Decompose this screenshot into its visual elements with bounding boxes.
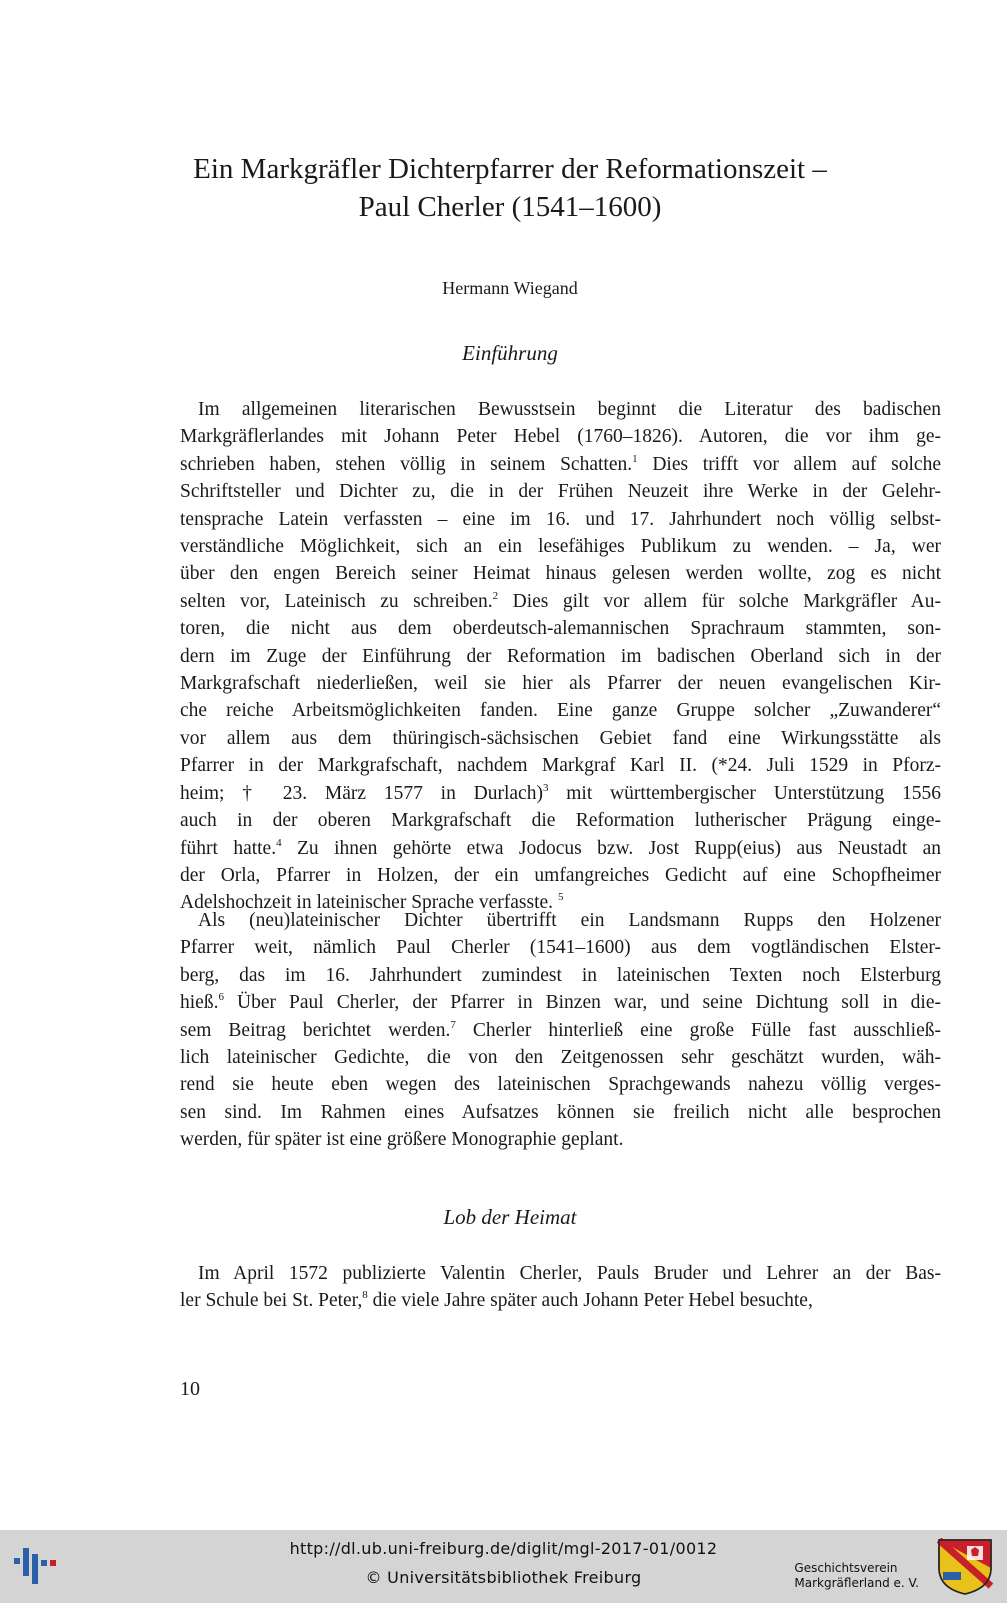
title-line: Paul Cherler (1541–1600): [358, 191, 662, 223]
title-line: Ein Markgräfler Dichterpfarrer der Reformationszeit –: [193, 153, 827, 185]
footnote-marker: 5: [557, 891, 564, 904]
copyright-text: © Universitätsbibliothek Freiburg: [365, 1568, 642, 1587]
text-line: dern im Zuge der Einführung der Reformation im badischen Oberland sich in der: [180, 645, 941, 667]
paragraph: [180, 1260, 941, 1315]
text-line: vor allem aus dem thüringisch-sächsischen Gebiet fand eine Wirkungsstätte als: [180, 727, 941, 749]
text-line: sen sind. Im Rahmen eines Aufsatzes können sie freilich nicht alle besprochen: [180, 1101, 941, 1123]
text-line: lich lateinischer Gedichte, die von den Zeitgenossen sehr geschätzt wurden, wäh-: [180, 1047, 941, 1069]
text-line: der Orla, Pfarrer in Holzen, der ein umfangreiches Gedicht auf eine Schopfheimer: [180, 864, 941, 886]
footnote-marker: 7: [450, 1018, 456, 1031]
section-heading-lob-der-heimat: Lob der Heimat: [443, 1205, 577, 1229]
text-line: hieß.$^6$ Über Paul Cherler, der Pfarrer in Binzen war, und seine Dichtung soll in die-: [180, 991, 941, 1014]
footnote-marker: 2: [492, 589, 499, 602]
text-line: Im allgemeinen literarischen Bewusstsein beginnt die Literatur des badischen: [198, 399, 941, 420]
footnote-marker: 8: [362, 1289, 368, 1302]
text-line: sem Beitrag berichtet werden.$^7$ Cherler hinterließ eine große Fülle fast ausschließ-: [180, 1018, 941, 1041]
footnote-marker: 3: [542, 781, 549, 794]
text-line: über den engen Bereich seiner Heimat hinaus gelesen werden wollte, zog es nicht: [180, 563, 941, 585]
text-line: selten vor, Lateinisch zu schreiben.$^2$ Dies gilt vor allem für solche Markgräfler Au-: [180, 589, 941, 612]
author-name: Hermann Wiegand: [442, 278, 578, 298]
text-line: Schriftsteller und Dichter zu, die in der Frühen Neuzeit ihre Werke in der Gelehr-: [180, 481, 941, 503]
text-line: toren, die nicht aus dem oberdeutsch-alemannischen Sprachraum stammten, son-: [180, 618, 941, 640]
text-line: berg, das im 16. Jahrhundert zumindest in lateinischen Texten noch Elsterburg: [180, 964, 941, 986]
society-line: Markgräflerland e. V.: [794, 1576, 919, 1590]
page-number: 10: [180, 1378, 200, 1400]
text-line: ler Schule bei St. Peter,$^8$ die viele Jahre später auch Johann Peter Hebel besuchte,: [180, 1289, 813, 1312]
text-line: Pfarrer in der Markgrafschaft, nachdem Markgraf Karl II. (*24. Juli 1529 in Pforz-: [180, 755, 941, 777]
text-line: Pfarrer weit, nämlich Paul Cherler (1541–1600) aus dem vogtländischen Elster-: [180, 937, 941, 959]
paragraph: [180, 907, 941, 1154]
text-line: Markgräflerlandes mit Johann Peter Hebel (1760–1826). Autoren, die vor ihm ge-: [180, 426, 941, 448]
text-line: tensprache Latein verfassten – eine im 16. und 17. Jahrhundert noch völlig selbst-: [180, 508, 941, 530]
text-line: Markgrafschaft niederließen, weil sie hier als Pfarrer der neuen evangelischen Kir-: [180, 673, 941, 695]
text-line: führt hatte.$^4$ Zu ihnen gehörte etwa Jodocus bzw. Jost Rupp(eius) aus Neustadt an: [180, 836, 941, 859]
footnote-marker: 1: [632, 452, 638, 465]
paragraph: [180, 396, 941, 917]
text-line: schrieben haben, stehen völlig in seinem Schatten.$^1$ Dies trifft vor allem auf solche: [180, 452, 941, 475]
society-line: Geschichtsverein: [794, 1561, 898, 1575]
footnote-marker: 6: [218, 991, 224, 1004]
article-title: [150, 150, 870, 226]
markgraeflerland-coat-of-arms-icon: [937, 1538, 993, 1600]
text-line: verständliche Möglichkeit, sich an ein lesefähiges Publikum zu wenden. – Ja, wer: [180, 536, 941, 558]
text-line: heim; † 23. März 1577 in Durlach)$^3$ mit württembergischer Unterstützung 1556: [180, 781, 941, 804]
text-line: Adelshochzeit in lateinischer Sprache verfasste. $^5$: [180, 891, 564, 914]
section-heading-einfuehrung: Einführung: [462, 341, 558, 365]
text-line: auch in der oberen Markgrafschaft die Reformation lutherischer Prägung einge-: [180, 810, 941, 832]
footer-bar: [0, 1530, 1007, 1603]
text-line: rend sie heute eben wegen des lateinischen Sprachgewands nahezu völlig verges-: [180, 1074, 941, 1096]
text-line: Im April 1572 publizierte Valentin Cherler, Pauls Bruder und Lehrer an der Bas-: [198, 1263, 941, 1284]
text-line: werden, für später ist eine größere Monographie geplant.: [180, 1129, 624, 1151]
text-line: che reiche Arbeitsmöglichkeiten fanden. Eine ganze Gruppe solcher „Zuwanderer“: [180, 700, 941, 722]
text-line: Als (neu)lateinischer Dichter übertrifft ein Landsmann Rupps den Holzener: [198, 910, 941, 931]
society-name: [794, 1561, 919, 1591]
source-url-link[interactable]: http://dl.ub.uni-freiburg.de/diglit/mgl-2017-01/0012: [289, 1539, 718, 1558]
footnote-marker: 4: [276, 836, 282, 849]
